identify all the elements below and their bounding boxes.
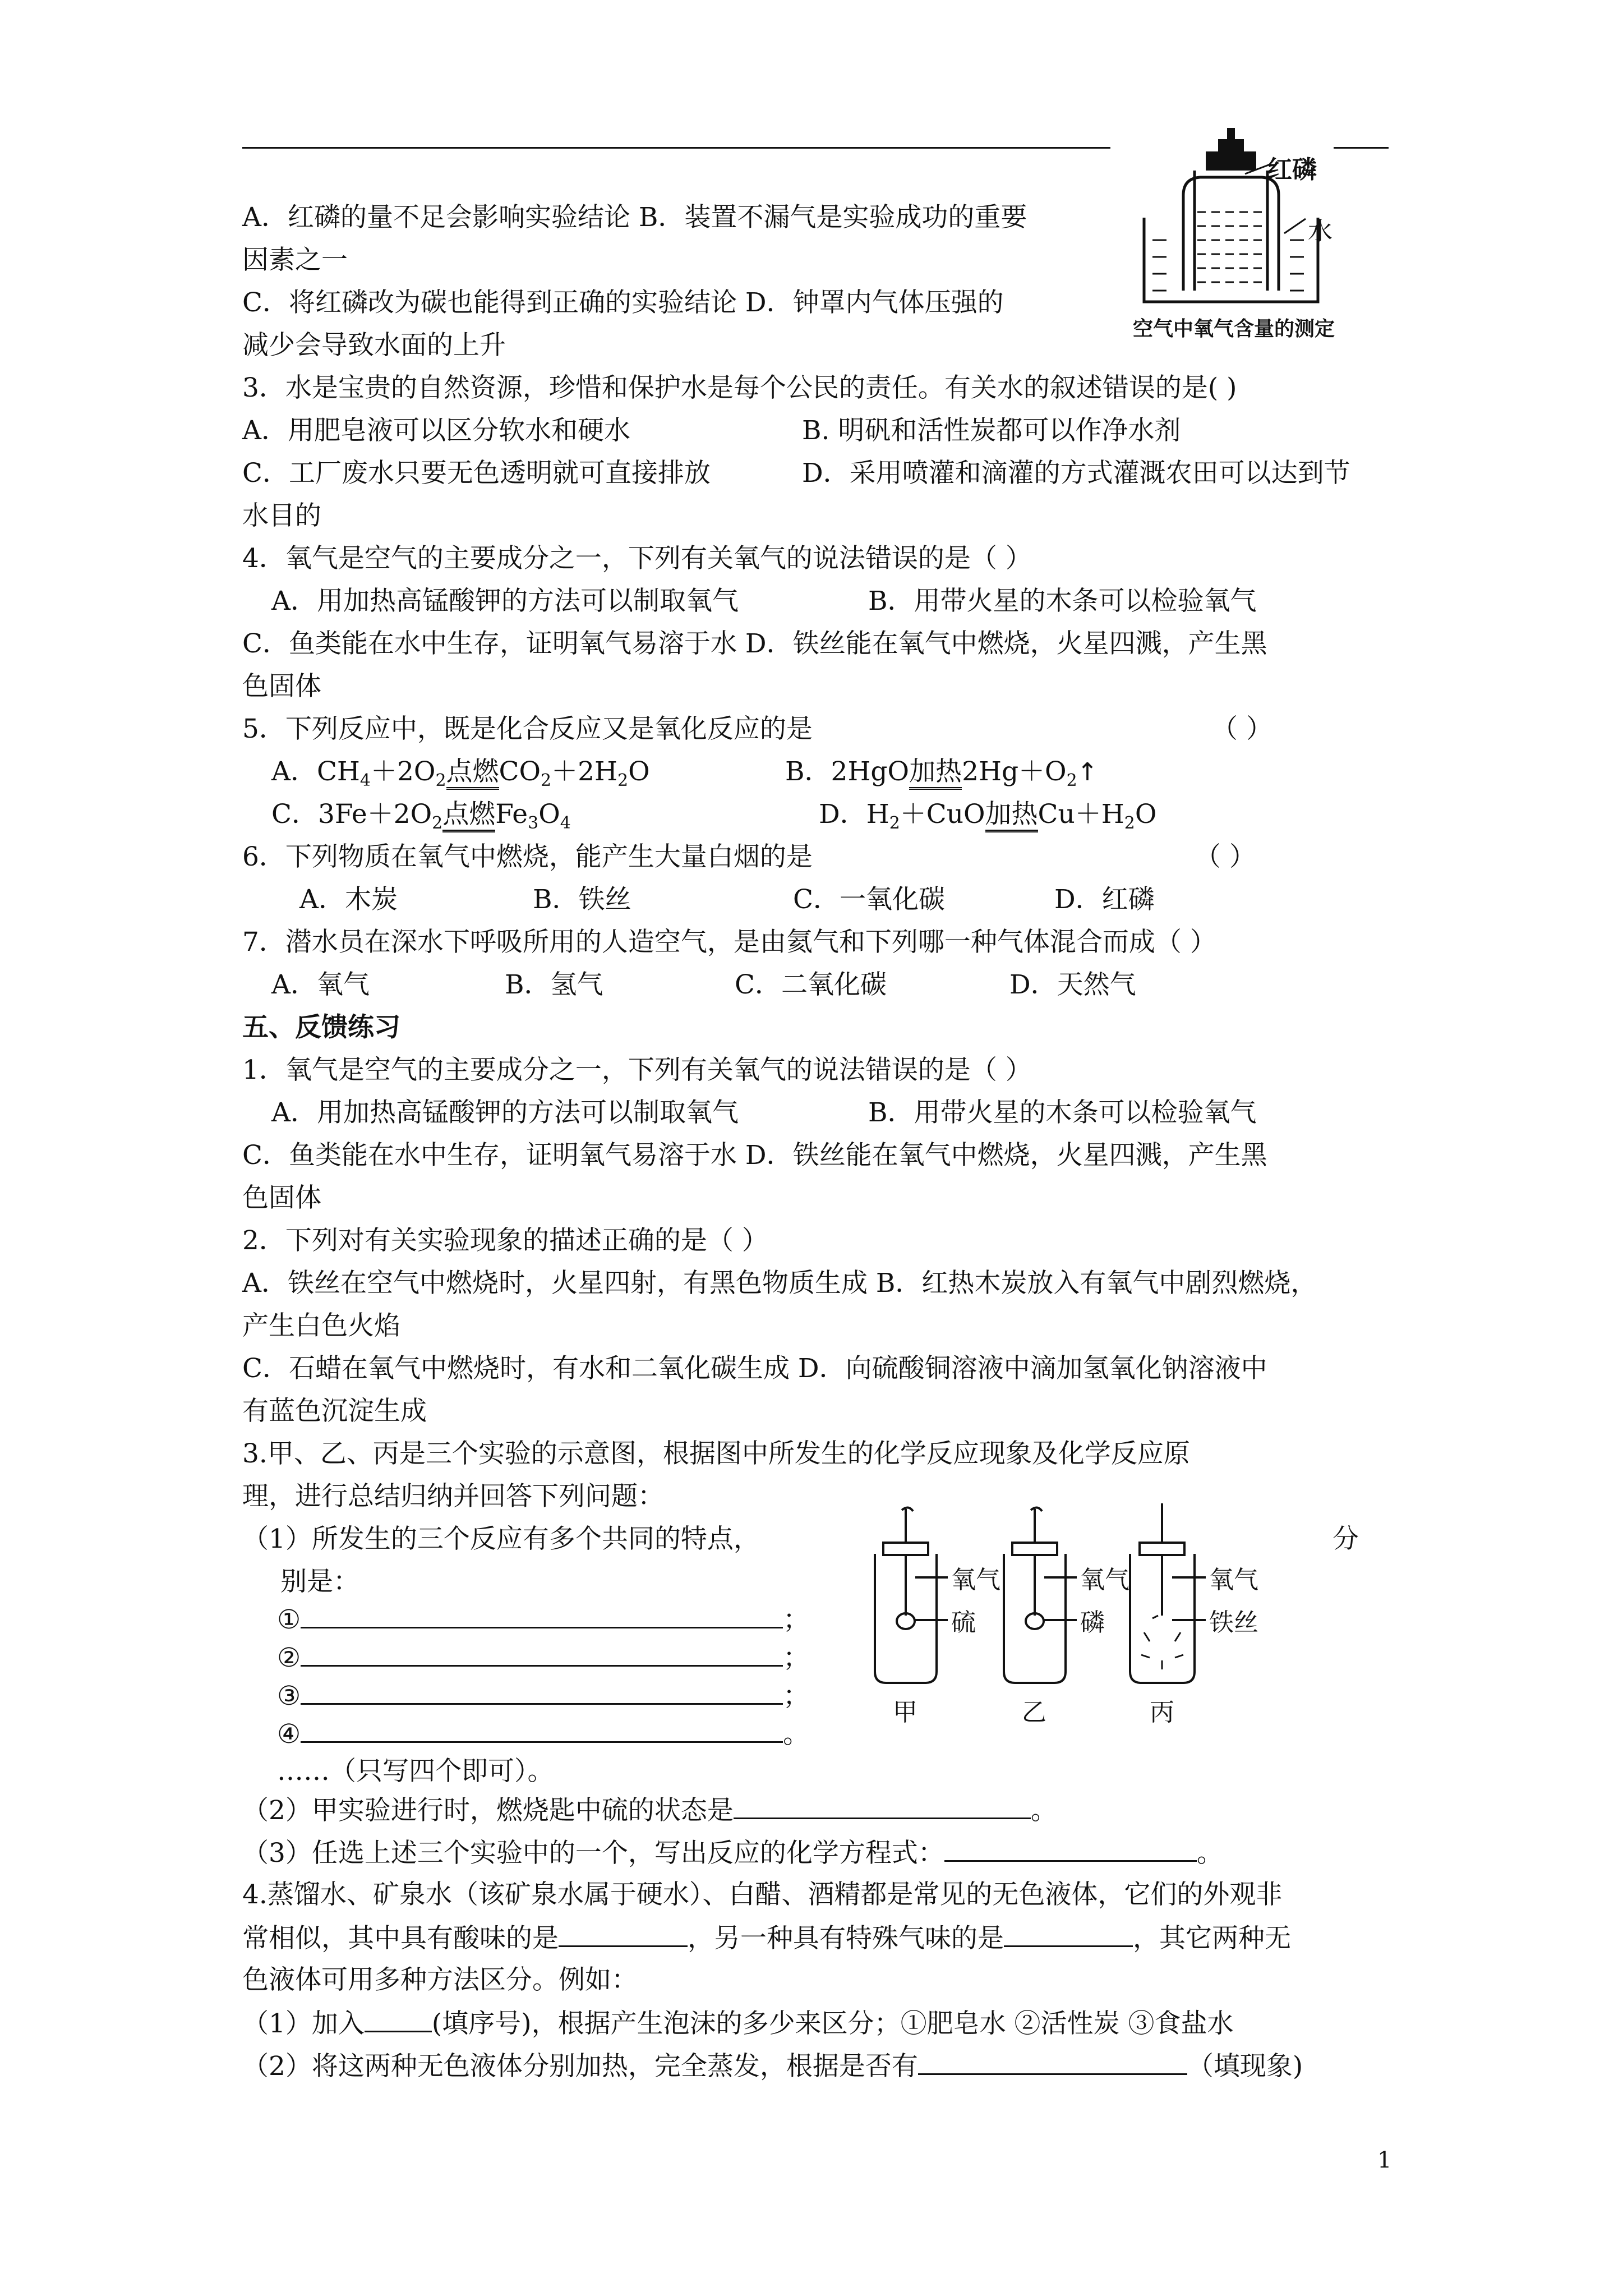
f1-stem: 1．氧气是空气的主要成分之一，下列有关氧气的说法错误的是（ ） [242,1055,1032,1085]
heat-condition: 加热 [985,799,1038,832]
bell-jar-diagram [1133,128,1368,319]
f2-line3: C．石蜡在氧气中燃烧时，有水和二氧化碳生成 D．向硫酸铜溶液中滴加氢氧化钠溶液中 [242,1353,1267,1384]
q3-option-a: A．用肥皂液可以区分软水和硬水 [242,415,630,446]
q3-option-d-cont: 水目的 [242,500,321,531]
section-title-feedback: 五、反馈练习 [242,1012,400,1043]
f2-line2: 产生白色火焰 [242,1310,400,1341]
q2-line1: A．红磷的量不足会影响实验结论 B．装置不漏气是实验成功的重要 [242,202,1027,233]
jar3-oxygen-label: 氧气 [1209,1566,1258,1594]
combustion-experiments-figure [852,1503,1301,1728]
q6-option-b: B．铁丝 [533,884,631,915]
q5-stem: 5．下列反应中，既是化合反应又是氧化反应的是 [242,714,813,744]
oxygen-content-apparatus-figure [1133,128,1368,347]
q7-option-d: D．天然气 [1009,969,1136,1000]
f3-etc: ……（只写四个即可）。 [277,1756,554,1787]
red-phosphorus-label: 红磷 [1267,155,1317,184]
q3-option-d: D．采用喷灌和滴灌的方式灌溉农田可以达到节 [802,458,1350,489]
sour-liquid-blank[interactable] [559,1921,688,1947]
q2-line3: C．将红磷改为碳也能得到正确的实验结论 D．钟罩内气体压强的 [242,287,1004,318]
q6-option-c: C．一氧化碳 [793,884,945,915]
gas-arrow-icon: ↑ [1077,758,1098,786]
q6-option-a: A．木炭 [299,884,398,915]
f4-line5: （2）将这两种无色液体分别加热，完全蒸发，根据是否有 （填现象) [242,2049,1303,2083]
ignite-condition: 点燃 [442,799,495,832]
q5-option-c: C．$3Fe+2O_2$点燃$Fe_3O_4$ [271,799,571,833]
f3-part1-cont: 别是： [280,1566,359,1597]
f3-part2: （2）甲实验进行时，燃烧匙中硫的状态是 。 [242,1793,1057,1828]
three-jars-diagram [852,1503,1301,1688]
q4-option-b: B．用带火星的木条可以检验氧气 [868,586,1257,616]
f4-line2: 常相似，其中具有酸味的是 ，另一种具有特殊气味的是 ，其它两种无 [242,1921,1291,1955]
q4-option-d-cont: 色固体 [242,671,321,702]
odor-liquid-blank[interactable] [1004,1921,1133,1947]
q3-option-b: B. 明矾和活性炭都可以作净水剂 [802,415,1181,446]
f4-line3: 色液体可用多种方法区分。例如： [242,1964,638,1995]
answer-blank-4[interactable] [301,1717,783,1743]
reagent-blank[interactable] [365,2006,432,2032]
q7-option-b: B．氢气 [505,969,603,1000]
answer-blank-2[interactable] [301,1640,783,1667]
q4-option-a: A．用加热高锰酸钾的方法可以制取氧气 [271,586,739,616]
q2-line2: 因素之一 [242,245,348,275]
figure1-caption: 空气中氧气含量的测定 [1133,318,1335,341]
f1-option-d-cont: 色固体 [242,1182,321,1213]
f4-line1: 4.蒸馏水、矿泉水（该矿泉水属于硬水）、白醋、酒精都是常见的无色液体，它们的外观非 [242,1879,1283,1910]
f4-line4: （1）加入 (填序号)，根据产生泡沫的多少来区分；①肥皂水 ②活性炭 ③食盐水 [242,2006,1233,2041]
f3-answer-4: ④ 。 [277,1717,809,1751]
phenomenon-blank[interactable] [918,2049,1187,2075]
q3-stem: 3．水是宝贵的自然资源，珍惜和保护水是每个公民的责任。有关水的叙述错误的是( ) [242,372,1237,403]
q3-option-c: C．工厂废水只要无色透明就可直接排放 [242,458,711,489]
jar1-caption: 甲 [893,1698,917,1727]
answer-blank-1[interactable] [301,1602,783,1628]
q5-option-a: A．$CH_4+2O_2$点燃$CO_2+2H_2O$ [271,756,650,790]
q4-option-cd: C．鱼类能在水中生存，证明氧气易溶于水 D．铁丝能在氧气中燃烧，火星四溅，产生黑 [242,628,1267,659]
jar2-phosphorus-label: 磷 [1080,1608,1105,1637]
q7-option-c: C．二氧化碳 [735,969,887,1000]
f3-answer-3: ③ ； [277,1678,809,1713]
heat-condition: 加热 [909,756,962,790]
f3-answer-2: ② ； [277,1640,809,1675]
q7-stem: 7．潜水员在深水下呼吸所用的人造空气，是由氦气和下列哪一种气体混合而成（ ） [242,927,1216,958]
q7-option-a: A．氧气 [271,969,370,1000]
f2-line1: A．铁丝在空气中燃烧时，火星四射，有黑色物质生成 B．红热木炭放入有氧气中剧烈燃烧， [242,1268,1317,1299]
f2-stem: 2．下列对有关实验现象的描述正确的是（ ） [242,1225,768,1256]
jar2-oxygen-label: 氧气 [1080,1566,1129,1594]
f1-option-a: A．用加热高锰酸钾的方法可以制取氧气 [271,1097,739,1128]
sulfur-state-blank[interactable] [734,1793,1031,1819]
f3-part1: （1）所发生的三个反应有多个共同的特点， [242,1524,760,1554]
q6-paren: （ ） [1195,841,1256,872]
q2-line4: 减少会导致水面的上升 [242,330,506,361]
f1-option-b: B．用带火星的木条可以检验氧气 [868,1097,1257,1128]
jar1-sulfur-label: 硫 [951,1608,976,1637]
f1-option-cd: C．鱼类能在水中生存，证明氧气易溶于水 D．铁丝能在氧气中燃烧，火星四溅，产生黑 [242,1140,1267,1171]
jar3-iron-label: 铁丝 [1209,1608,1258,1637]
f3-stem-line2: 理，进行总结归纳并回答下列问题： [242,1481,664,1512]
water-label: 水 [1308,217,1332,246]
q6-option-d: D．红磷 [1054,884,1155,915]
jar3-caption: 丙 [1150,1698,1174,1727]
answer-blank-3[interactable] [301,1678,783,1705]
f3-stem-line1: 3.甲、乙、丙是三个实验的示意图，根据图中所发生的化学反应现象及化学反应原 [242,1438,1190,1469]
ignite-condition: 点燃 [446,756,499,790]
f3-part1-tail: 分 [1332,1524,1359,1554]
f3-part3: （3）任选上述三个实验中的一个，写出反应的化学方程式： 。 [242,1835,1223,1870]
q6-stem: 6．下列物质在氧气中燃烧，能产生大量白烟的是 [242,841,813,872]
header-rule-left [242,147,1110,149]
f3-answer-1: ① ； [277,1602,809,1637]
q5-option-d: D．$H_2+CuO$加热$Cu+H_2O$ [819,799,1157,833]
equation-blank[interactable] [944,1835,1197,1862]
f2-line4: 有蓝色沉淀生成 [242,1396,427,1427]
page-number: 1 [1377,2147,1392,2173]
q5-paren: （ ） [1211,714,1272,744]
jar1-oxygen-label: 氧气 [951,1566,1000,1594]
q4-stem: 4．氧气是空气的主要成分之一，下列有关氧气的说法错误的是（ ） [242,543,1032,574]
q5-option-b: B．2HgO加热$2Hg+O_2↑$ [785,756,1098,790]
jar2-caption: 乙 [1022,1698,1046,1727]
